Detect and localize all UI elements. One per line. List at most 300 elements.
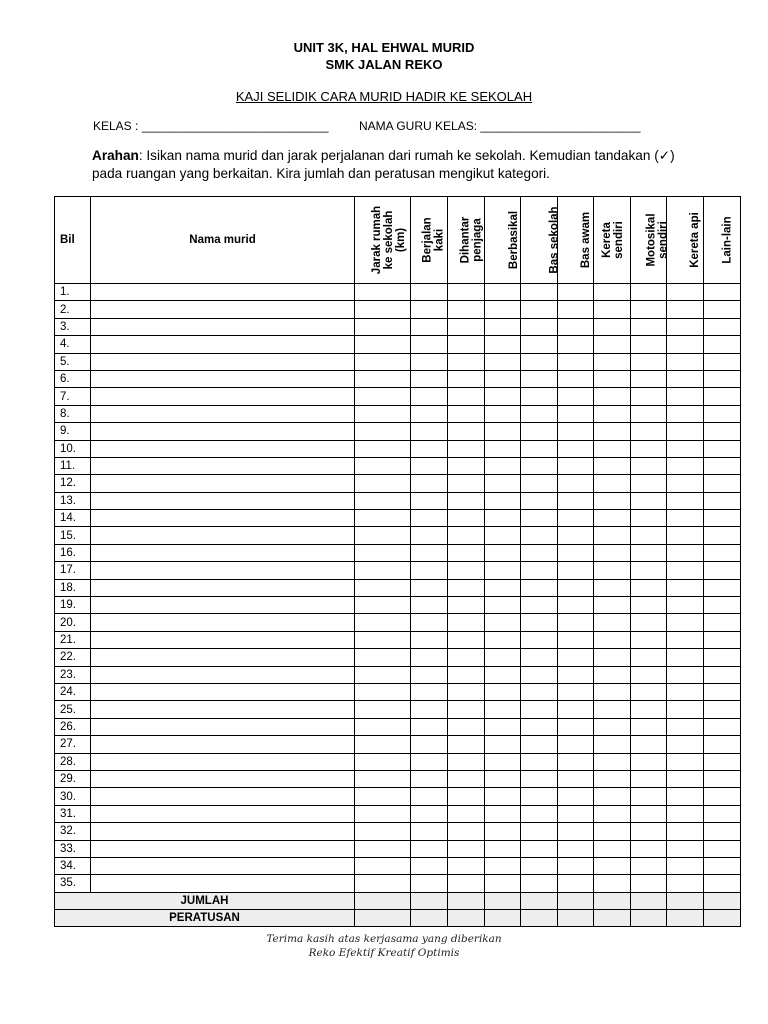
entry-cell[interactable]: [91, 666, 355, 683]
entry-cell[interactable]: [667, 753, 704, 770]
entry-cell[interactable]: [594, 614, 631, 631]
entry-cell[interactable]: [448, 753, 485, 770]
entry-cell[interactable]: [485, 683, 521, 700]
entry-cell[interactable]: [411, 579, 448, 596]
entry-cell[interactable]: [631, 683, 667, 700]
entry-cell[interactable]: [704, 875, 741, 892]
entry-cell[interactable]: [558, 857, 594, 874]
entry-cell[interactable]: [558, 405, 594, 422]
entry-cell[interactable]: [411, 318, 448, 335]
entry-cell[interactable]: [667, 440, 704, 457]
entry-cell[interactable]: [91, 614, 355, 631]
entry-cell[interactable]: [558, 770, 594, 787]
entry-cell[interactable]: [704, 788, 741, 805]
entry-cell[interactable]: [667, 701, 704, 718]
entry-cell[interactable]: [355, 544, 411, 561]
entry-cell[interactable]: [558, 649, 594, 666]
entry-cell[interactable]: [448, 284, 485, 301]
entry-cell[interactable]: [594, 370, 631, 387]
entry-cell[interactable]: [667, 284, 704, 301]
entry-cell[interactable]: [411, 875, 448, 892]
entry-cell[interactable]: [594, 405, 631, 422]
entry-cell[interactable]: [91, 701, 355, 718]
entry-cell[interactable]: [558, 718, 594, 735]
entry-cell[interactable]: [411, 544, 448, 561]
entry-cell[interactable]: [91, 457, 355, 474]
entry-cell[interactable]: [521, 353, 558, 370]
entry-cell[interactable]: [594, 631, 631, 648]
kelas-field[interactable]: KELAS : ____________________________: [93, 119, 329, 133]
entry-cell[interactable]: [355, 510, 411, 527]
entry-cell[interactable]: [485, 423, 521, 440]
entry-cell[interactable]: [594, 701, 631, 718]
entry-cell[interactable]: [448, 840, 485, 857]
entry-cell[interactable]: [91, 649, 355, 666]
entry-cell[interactable]: [485, 718, 521, 735]
entry-cell[interactable]: [355, 649, 411, 666]
entry-cell[interactable]: [521, 475, 558, 492]
entry-cell[interactable]: [704, 770, 741, 787]
entry-cell[interactable]: [521, 753, 558, 770]
entry-cell[interactable]: [485, 527, 521, 544]
entry-cell[interactable]: [704, 823, 741, 840]
entry-cell[interactable]: [521, 405, 558, 422]
summary-cell[interactable]: [667, 892, 704, 909]
entry-cell[interactable]: [558, 318, 594, 335]
summary-cell[interactable]: [411, 892, 448, 909]
entry-cell[interactable]: [558, 614, 594, 631]
entry-cell[interactable]: [91, 875, 355, 892]
entry-cell[interactable]: [558, 805, 594, 822]
entry-cell[interactable]: [411, 614, 448, 631]
summary-cell[interactable]: [594, 892, 631, 909]
entry-cell[interactable]: [411, 857, 448, 874]
entry-cell[interactable]: [355, 388, 411, 405]
entry-cell[interactable]: [667, 857, 704, 874]
entry-cell[interactable]: [594, 736, 631, 753]
entry-cell[interactable]: [704, 701, 741, 718]
entry-cell[interactable]: [485, 388, 521, 405]
entry-cell[interactable]: [667, 336, 704, 353]
entry-cell[interactable]: [704, 510, 741, 527]
entry-cell[interactable]: [704, 805, 741, 822]
entry-cell[interactable]: [411, 649, 448, 666]
entry-cell[interactable]: [521, 666, 558, 683]
entry-cell[interactable]: [521, 614, 558, 631]
entry-cell[interactable]: [558, 666, 594, 683]
entry-cell[interactable]: [355, 857, 411, 874]
entry-cell[interactable]: [411, 457, 448, 474]
entry-cell[interactable]: [485, 370, 521, 387]
entry-cell[interactable]: [704, 353, 741, 370]
entry-cell[interactable]: [704, 475, 741, 492]
entry-cell[interactable]: [631, 788, 667, 805]
entry-cell[interactable]: [485, 457, 521, 474]
entry-cell[interactable]: [485, 579, 521, 596]
entry-cell[interactable]: [667, 475, 704, 492]
entry-cell[interactable]: [667, 823, 704, 840]
entry-cell[interactable]: [485, 857, 521, 874]
entry-cell[interactable]: [91, 388, 355, 405]
entry-cell[interactable]: [91, 631, 355, 648]
entry-cell[interactable]: [594, 457, 631, 474]
entry-cell[interactable]: [558, 875, 594, 892]
entry-cell[interactable]: [411, 336, 448, 353]
entry-cell[interactable]: [667, 649, 704, 666]
entry-cell[interactable]: [558, 475, 594, 492]
entry-cell[interactable]: [91, 579, 355, 596]
summary-cell[interactable]: [355, 892, 411, 909]
entry-cell[interactable]: [631, 475, 667, 492]
entry-cell[interactable]: [448, 875, 485, 892]
entry-cell[interactable]: [355, 614, 411, 631]
entry-cell[interactable]: [448, 805, 485, 822]
entry-cell[interactable]: [558, 753, 594, 770]
entry-cell[interactable]: [448, 336, 485, 353]
entry-cell[interactable]: [631, 614, 667, 631]
entry-cell[interactable]: [355, 753, 411, 770]
entry-cell[interactable]: [704, 440, 741, 457]
entry-cell[interactable]: [355, 840, 411, 857]
entry-cell[interactable]: [704, 857, 741, 874]
entry-cell[interactable]: [91, 857, 355, 874]
entry-cell[interactable]: [448, 301, 485, 318]
entry-cell[interactable]: [631, 857, 667, 874]
entry-cell[interactable]: [704, 284, 741, 301]
entry-cell[interactable]: [631, 527, 667, 544]
entry-cell[interactable]: [558, 579, 594, 596]
entry-cell[interactable]: [91, 353, 355, 370]
entry-cell[interactable]: [485, 701, 521, 718]
entry-cell[interactable]: [667, 770, 704, 787]
entry-cell[interactable]: [594, 597, 631, 614]
summary-cell[interactable]: [631, 910, 667, 927]
entry-cell[interactable]: [91, 683, 355, 700]
entry-cell[interactable]: [448, 701, 485, 718]
entry-cell[interactable]: [411, 440, 448, 457]
entry-cell[interactable]: [91, 475, 355, 492]
entry-cell[interactable]: [667, 683, 704, 700]
entry-cell[interactable]: [448, 649, 485, 666]
entry-cell[interactable]: [448, 614, 485, 631]
entry-cell[interactable]: [704, 597, 741, 614]
entry-cell[interactable]: [485, 770, 521, 787]
summary-cell[interactable]: [631, 892, 667, 909]
entry-cell[interactable]: [355, 579, 411, 596]
entry-cell[interactable]: [355, 336, 411, 353]
entry-cell[interactable]: [91, 544, 355, 561]
entry-cell[interactable]: [521, 527, 558, 544]
entry-cell[interactable]: [411, 823, 448, 840]
entry-cell[interactable]: [355, 370, 411, 387]
entry-cell[interactable]: [355, 562, 411, 579]
entry-cell[interactable]: [355, 284, 411, 301]
entry-cell[interactable]: [448, 510, 485, 527]
entry-cell[interactable]: [594, 770, 631, 787]
entry-cell[interactable]: [355, 718, 411, 735]
entry-cell[interactable]: [558, 597, 594, 614]
entry-cell[interactable]: [355, 318, 411, 335]
entry-cell[interactable]: [667, 510, 704, 527]
entry-cell[interactable]: [485, 805, 521, 822]
entry-cell[interactable]: [704, 631, 741, 648]
entry-cell[interactable]: [594, 683, 631, 700]
entry-cell[interactable]: [521, 440, 558, 457]
entry-cell[interactable]: [448, 579, 485, 596]
entry-cell[interactable]: [704, 666, 741, 683]
entry-cell[interactable]: [631, 649, 667, 666]
entry-cell[interactable]: [411, 805, 448, 822]
entry-cell[interactable]: [667, 301, 704, 318]
entry-cell[interactable]: [411, 353, 448, 370]
entry-cell[interactable]: [631, 875, 667, 892]
entry-cell[interactable]: [667, 736, 704, 753]
entry-cell[interactable]: [558, 440, 594, 457]
entry-cell[interactable]: [411, 770, 448, 787]
entry-cell[interactable]: [521, 457, 558, 474]
summary-cell[interactable]: [594, 910, 631, 927]
entry-cell[interactable]: [91, 718, 355, 735]
entry-cell[interactable]: [558, 823, 594, 840]
entry-cell[interactable]: [411, 562, 448, 579]
entry-cell[interactable]: [448, 562, 485, 579]
entry-cell[interactable]: [594, 388, 631, 405]
entry-cell[interactable]: [594, 788, 631, 805]
entry-cell[interactable]: [521, 336, 558, 353]
entry-cell[interactable]: [558, 544, 594, 561]
entry-cell[interactable]: [631, 597, 667, 614]
entry-cell[interactable]: [91, 405, 355, 422]
entry-cell[interactable]: [411, 423, 448, 440]
summary-cell[interactable]: [521, 910, 558, 927]
entry-cell[interactable]: [594, 840, 631, 857]
entry-cell[interactable]: [521, 492, 558, 509]
summary-cell[interactable]: [448, 892, 485, 909]
entry-cell[interactable]: [558, 840, 594, 857]
entry-cell[interactable]: [355, 823, 411, 840]
entry-cell[interactable]: [411, 597, 448, 614]
entry-cell[interactable]: [704, 423, 741, 440]
entry-cell[interactable]: [558, 336, 594, 353]
entry-cell[interactable]: [485, 440, 521, 457]
entry-cell[interactable]: [355, 701, 411, 718]
entry-cell[interactable]: [631, 770, 667, 787]
entry-cell[interactable]: [521, 423, 558, 440]
nama-guru-kelas-field[interactable]: NAMA GURU KELAS: ________________________: [359, 119, 641, 133]
entry-cell[interactable]: [631, 840, 667, 857]
entry-cell[interactable]: [355, 475, 411, 492]
entry-cell[interactable]: [411, 405, 448, 422]
entry-cell[interactable]: [594, 475, 631, 492]
entry-cell[interactable]: [355, 457, 411, 474]
entry-cell[interactable]: [704, 840, 741, 857]
entry-cell[interactable]: [631, 492, 667, 509]
entry-cell[interactable]: [448, 857, 485, 874]
entry-cell[interactable]: [631, 336, 667, 353]
entry-cell[interactable]: [558, 301, 594, 318]
entry-cell[interactable]: [448, 736, 485, 753]
entry-cell[interactable]: [91, 805, 355, 822]
entry-cell[interactable]: [704, 683, 741, 700]
entry-cell[interactable]: [485, 753, 521, 770]
entry-cell[interactable]: [411, 718, 448, 735]
entry-cell[interactable]: [704, 736, 741, 753]
entry-cell[interactable]: [91, 336, 355, 353]
entry-cell[interactable]: [594, 544, 631, 561]
entry-cell[interactable]: [521, 544, 558, 561]
entry-cell[interactable]: [558, 631, 594, 648]
entry-cell[interactable]: [631, 823, 667, 840]
entry-cell[interactable]: [558, 370, 594, 387]
entry-cell[interactable]: [558, 423, 594, 440]
entry-cell[interactable]: [521, 579, 558, 596]
entry-cell[interactable]: [594, 562, 631, 579]
entry-cell[interactable]: [485, 840, 521, 857]
entry-cell[interactable]: [355, 631, 411, 648]
entry-cell[interactable]: [355, 770, 411, 787]
entry-cell[interactable]: [355, 405, 411, 422]
entry-cell[interactable]: [355, 597, 411, 614]
entry-cell[interactable]: [448, 475, 485, 492]
entry-cell[interactable]: [355, 666, 411, 683]
entry-cell[interactable]: [411, 301, 448, 318]
entry-cell[interactable]: [448, 597, 485, 614]
entry-cell[interactable]: [631, 718, 667, 735]
entry-cell[interactable]: [91, 510, 355, 527]
entry-cell[interactable]: [667, 597, 704, 614]
entry-cell[interactable]: [485, 336, 521, 353]
entry-cell[interactable]: [594, 336, 631, 353]
entry-cell[interactable]: [485, 284, 521, 301]
entry-cell[interactable]: [594, 301, 631, 318]
entry-cell[interactable]: [631, 457, 667, 474]
summary-cell[interactable]: [485, 910, 521, 927]
entry-cell[interactable]: [631, 284, 667, 301]
entry-cell[interactable]: [667, 423, 704, 440]
entry-cell[interactable]: [411, 492, 448, 509]
entry-cell[interactable]: [631, 666, 667, 683]
entry-cell[interactable]: [485, 475, 521, 492]
entry-cell[interactable]: [631, 423, 667, 440]
entry-cell[interactable]: [594, 318, 631, 335]
summary-cell[interactable]: [667, 910, 704, 927]
entry-cell[interactable]: [521, 318, 558, 335]
entry-cell[interactable]: [558, 562, 594, 579]
entry-cell[interactable]: [631, 701, 667, 718]
entry-cell[interactable]: [594, 527, 631, 544]
entry-cell[interactable]: [448, 527, 485, 544]
entry-cell[interactable]: [411, 788, 448, 805]
entry-cell[interactable]: [594, 353, 631, 370]
entry-cell[interactable]: [448, 788, 485, 805]
entry-cell[interactable]: [411, 683, 448, 700]
entry-cell[interactable]: [667, 492, 704, 509]
entry-cell[interactable]: [355, 875, 411, 892]
entry-cell[interactable]: [521, 562, 558, 579]
entry-cell[interactable]: [704, 388, 741, 405]
entry-cell[interactable]: [521, 770, 558, 787]
summary-cell[interactable]: [704, 910, 741, 927]
entry-cell[interactable]: [485, 788, 521, 805]
entry-cell[interactable]: [521, 510, 558, 527]
entry-cell[interactable]: [91, 823, 355, 840]
entry-cell[interactable]: [594, 284, 631, 301]
entry-cell[interactable]: [355, 440, 411, 457]
entry-cell[interactable]: [631, 301, 667, 318]
entry-cell[interactable]: [355, 683, 411, 700]
entry-cell[interactable]: [91, 301, 355, 318]
entry-cell[interactable]: [704, 562, 741, 579]
entry-cell[interactable]: [355, 353, 411, 370]
entry-cell[interactable]: [91, 840, 355, 857]
entry-cell[interactable]: [631, 805, 667, 822]
entry-cell[interactable]: [558, 457, 594, 474]
entry-cell[interactable]: [485, 318, 521, 335]
entry-cell[interactable]: [485, 875, 521, 892]
entry-cell[interactable]: [411, 527, 448, 544]
entry-cell[interactable]: [594, 666, 631, 683]
entry-cell[interactable]: [558, 701, 594, 718]
entry-cell[interactable]: [631, 405, 667, 422]
entry-cell[interactable]: [631, 388, 667, 405]
entry-cell[interactable]: [631, 353, 667, 370]
entry-cell[interactable]: [485, 510, 521, 527]
entry-cell[interactable]: [631, 318, 667, 335]
summary-cell[interactable]: [355, 910, 411, 927]
entry-cell[interactable]: [704, 405, 741, 422]
entry-cell[interactable]: [594, 579, 631, 596]
entry-cell[interactable]: [594, 805, 631, 822]
entry-cell[interactable]: [91, 770, 355, 787]
entry-cell[interactable]: [355, 736, 411, 753]
entry-cell[interactable]: [594, 718, 631, 735]
entry-cell[interactable]: [631, 736, 667, 753]
entry-cell[interactable]: [594, 423, 631, 440]
entry-cell[interactable]: [485, 649, 521, 666]
entry-cell[interactable]: [411, 840, 448, 857]
entry-cell[interactable]: [594, 753, 631, 770]
entry-cell[interactable]: [704, 614, 741, 631]
entry-cell[interactable]: [521, 875, 558, 892]
entry-cell[interactable]: [91, 284, 355, 301]
summary-cell[interactable]: [485, 892, 521, 909]
entry-cell[interactable]: [521, 788, 558, 805]
entry-cell[interactable]: [448, 457, 485, 474]
entry-cell[interactable]: [667, 666, 704, 683]
entry-cell[interactable]: [521, 284, 558, 301]
entry-cell[interactable]: [448, 666, 485, 683]
entry-cell[interactable]: [91, 736, 355, 753]
entry-cell[interactable]: [631, 579, 667, 596]
entry-cell[interactable]: [355, 301, 411, 318]
entry-cell[interactable]: [521, 718, 558, 735]
entry-cell[interactable]: [448, 492, 485, 509]
entry-cell[interactable]: [558, 284, 594, 301]
entry-cell[interactable]: [558, 492, 594, 509]
summary-cell[interactable]: [558, 910, 594, 927]
entry-cell[interactable]: [448, 544, 485, 561]
entry-cell[interactable]: [521, 631, 558, 648]
entry-cell[interactable]: [704, 492, 741, 509]
entry-cell[interactable]: [521, 649, 558, 666]
entry-cell[interactable]: [485, 492, 521, 509]
entry-cell[interactable]: [558, 510, 594, 527]
entry-cell[interactable]: [521, 805, 558, 822]
entry-cell[interactable]: [521, 823, 558, 840]
entry-cell[interactable]: [521, 683, 558, 700]
entry-cell[interactable]: [521, 736, 558, 753]
entry-cell[interactable]: [411, 388, 448, 405]
